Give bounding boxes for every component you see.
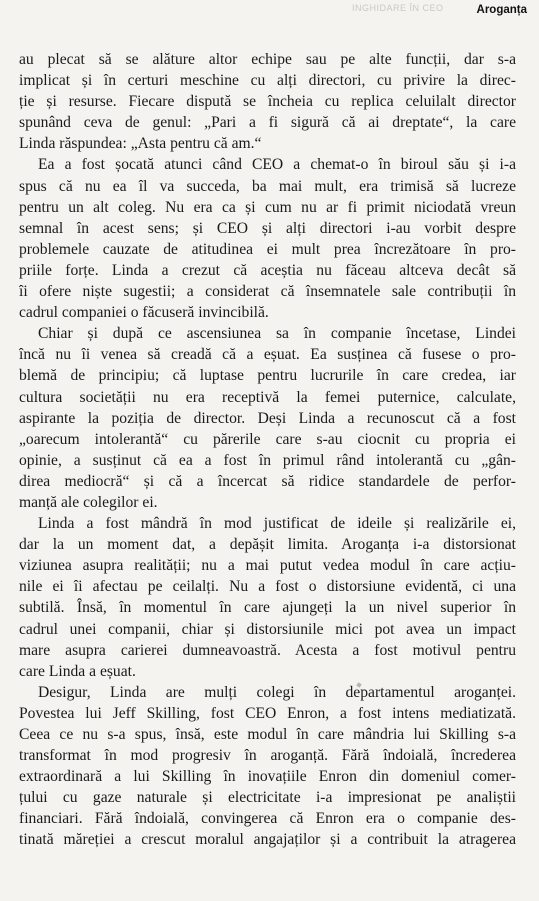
text-line: spus că nu ea îl va succeda, ba mai mult, era trimisă să lucreze — [19, 177, 516, 195]
text-line: care Linda a eșuat. — [19, 662, 136, 680]
text-line: Ceea ce nu s-a spus, însă, este modul în care mândria lui Skilling s-a — [19, 726, 516, 743]
text-line: ție și resurse. Fiecare dispută se încheia cu replica celuilalt director — [19, 93, 516, 111]
text-line: financiari. Fără îndoială, convingerea că Enron era o companie des- — [19, 810, 516, 828]
text-line: viziunea asupra realității; nu a mai putut vedea modul în care acțiu- — [19, 557, 516, 575]
text-line: cadrul companiei o făcuseră invincibilă. — [19, 304, 269, 322]
text-line: îi ofere niște sugestii; a considerat că însemnatele sale contribuții în — [19, 283, 516, 301]
text-line: transformat în mod progresiv în aroganță. Fără îndoială, încrederea — [19, 747, 516, 765]
text-line: încă nu îi venea să creadă că a eșuat. Ea susținea că fusese o pro- — [19, 346, 516, 364]
text-line: au plecat să se alăture altor echipe sau pe alte funcții, dar s-a — [19, 51, 516, 68]
text-line: Chiar și după ce ascensiunea sa în companie încetase, Lindei — [38, 325, 516, 343]
paragraph — [19, 682, 516, 851]
paragraph — [19, 323, 516, 513]
text-line: mare asupra carierei dumneavoastră. Acesta a fost motivul pentru — [19, 641, 516, 659]
text-line: aspirante la poziția de director. Deși Linda a recunoscut că a fost — [19, 409, 516, 427]
text-line: direa mediocră“ și că a încercat să ridice standardele de perfor- — [19, 472, 516, 490]
text-line: implicat și în certuri meschine cu alți directori, cu privire la direc- — [19, 72, 516, 90]
text-line: manță ale colegilor ei. — [19, 493, 158, 511]
paragraph — [19, 49, 516, 154]
text-line: blemă de principiu; că luptase pentru lucrurile în care credea, iar — [19, 367, 516, 385]
paragraph — [19, 154, 516, 323]
text-line: Desigur, Linda are mulți colegi în departamentul aroganței. — [38, 683, 516, 701]
text-line: nile ei îi afectau pe ceilalți. Nu a fost o distorsiune evidentă, ci una — [19, 578, 516, 596]
body-text — [19, 49, 516, 851]
page-header — [0, 0, 539, 22]
text-line: problemele cauzate de atitudinea ei mult prea încrezătoare în pro- — [19, 240, 516, 258]
paragraph — [19, 513, 516, 682]
text-line: priile forțe. Linda a crezut că aceștia nu făceau altceva decât să — [19, 261, 516, 279]
text-line: semnal în acest sens; și CEO și alți directori i-au vorbit despre — [19, 219, 516, 237]
text-line: extraordinară a lui Skilling în inovațiile Enron din domeniul comer- — [19, 768, 516, 786]
text-line: „oarecum intolerantă“ cu părerile care s-au ciocnit cu propria ei — [19, 430, 516, 448]
text-line: opinie, a susținut că ea a fost în primul rând intolerantă cu „gân- — [19, 451, 516, 469]
text-line: tinată măreției a crescut moralul angajaților și a contribuit la atragerea — [19, 831, 516, 849]
text-line: Linda răspundea: „Asta pentru că am.“ — [19, 135, 262, 153]
text-line: țului cu gaze naturale și electricitate i-a impresionat pe analiștii — [19, 789, 516, 807]
text-line: dar la un moment dat, a depășit limita. Aroganța i-a distorsionat — [19, 536, 516, 554]
text-line: cadrul unei companii, chiar și distorsiunile mici pot avea un impact — [19, 620, 516, 638]
text-line: pentru un alt coleg. Nu era ca și cum nu ar fi primit niciodată vreun — [19, 198, 516, 216]
text-line: Ea a fost șocată atunci când CEO a chemat-o în biroul său și i-a — [38, 156, 516, 174]
text-line: cultura societății nu era receptivă la femei puternice, calculate, — [19, 388, 516, 406]
text-line: spunând ceva de genul: „Pari a fi sigură că ai dreptate“, la care — [19, 114, 516, 132]
text-line: Linda a fost mândră în mod justificat de ideile și realizările ei, — [38, 515, 516, 533]
text-line: Povestea lui Jeff Skilling, fost CEO Enron, a fost intens mediatizată. — [19, 704, 516, 722]
text-line: subtilă. Însă, în momentul în care ajungeți la un nivel superior în — [19, 599, 516, 617]
running-head: Aroganța — [476, 4, 527, 16]
bleed-through-header-text: INGHIDARE ÎN CEO — [352, 3, 444, 13]
